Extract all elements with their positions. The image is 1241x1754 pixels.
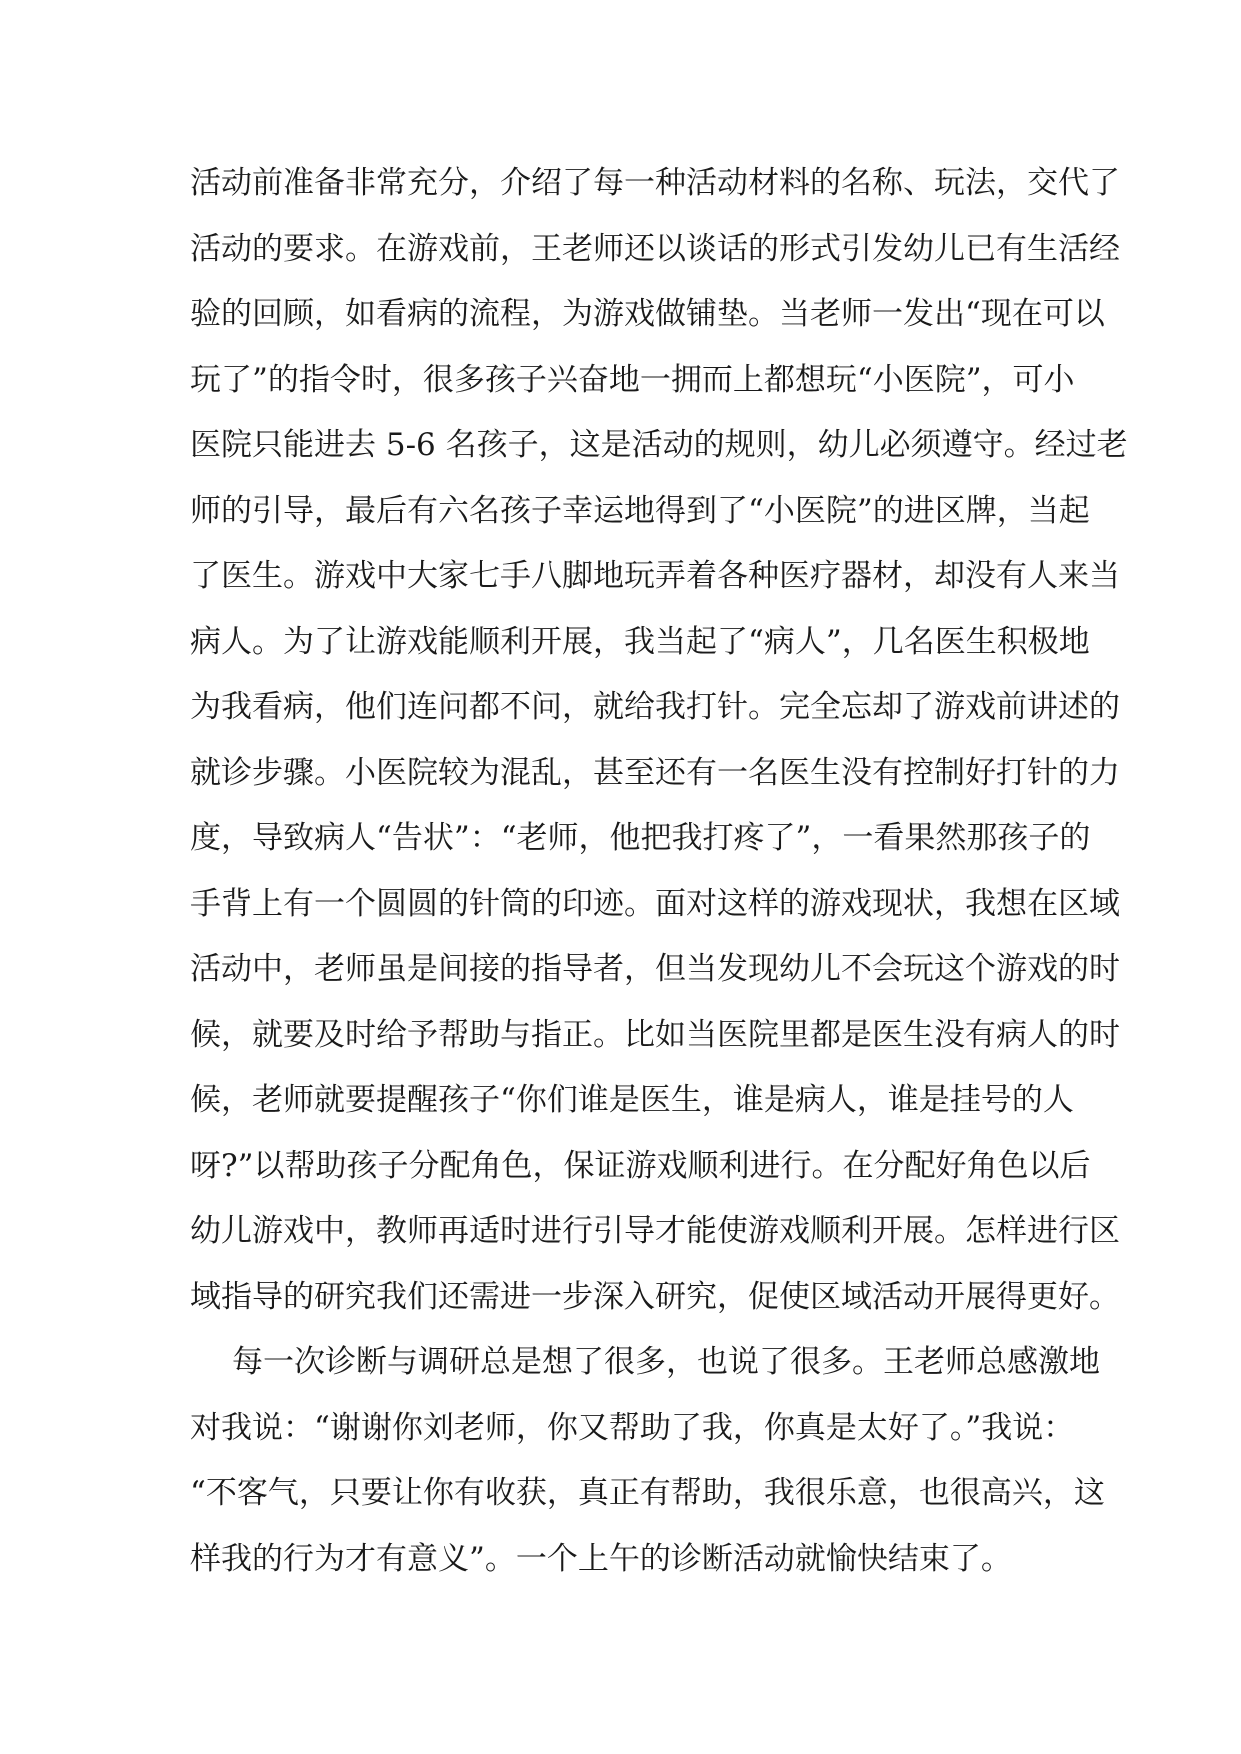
text-line: 域指导的研究我们还需进一步深入研究，促使区域活动开展得更好。 [190, 1278, 1120, 1315]
text-line: 师的引导，最后有六名孩子幸运地得到了“小医院”的进区牌，当起 [190, 492, 1090, 529]
text-line: 活动的要求。在游戏前，王老师还以谈话的形式引发幼儿已有生活经 [190, 230, 1120, 267]
text-line: 验的回顾，如看病的流程，为游戏做铺垫。当老师一发出“现在可以 [190, 296, 1105, 332]
paragraph-1 [190, 151, 1128, 1330]
text-line: 每一次诊断与调研总是想了很多，也说了很多。王老师总感激地 [232, 1344, 1100, 1380]
text-line: 幼儿游戏中，教师再适时进行引导才能使游戏顺利开展。怎样进行区 [190, 1213, 1120, 1249]
text-line: 了医生。游戏中大家七手八脚地玩弄着各种医疗器材，却没有人来当 [190, 558, 1120, 594]
text-line: 手背上有一个圆圆的针筒的印迹。面对这样的游戏现状，我想在区域 [190, 885, 1120, 922]
text-line: 候，就要及时给予帮助与指正。比如当医院里都是医生没有病人的时 [190, 1016, 1120, 1053]
text-line: 活动前准备非常充分，介绍了每一种活动材料的名称、玩法，交代了 [190, 165, 1120, 201]
text-line: 就诊步骤。小医院较为混乱，甚至还有一名医生没有控制好打针的力 [190, 754, 1120, 791]
document-body [190, 151, 1128, 1592]
text-line: 医院只能进去 5-6 名孩子，这是活动的规则，幼儿必须遵守。经过老 [190, 427, 1128, 463]
text-line: 样我的行为才有意义”。一个上午的诊断活动就愉快结束了。 [190, 1540, 1012, 1577]
text-line: 呀?”以帮助孩子分配角色，保证游戏顺利进行。在分配好角色以后 [190, 1147, 1091, 1184]
text-line: 为我看病，他们连问都不问，就给我打针。完全忘却了游戏前讲述的 [190, 689, 1120, 725]
text-line: 候，老师就要提醒孩子“你们谁是医生，谁是病人，谁是挂号的人 [190, 1082, 1074, 1118]
text-line: 度，导致病人“告状”：“老师，他把我打疼了”，一看果然那孩子的 [190, 820, 1091, 856]
text-line: 玩了”的指令时，很多孩子兴奋地一拥而上都想玩“小医院”，可小 [190, 361, 1075, 398]
paragraph-2 [190, 1330, 1105, 1592]
text-line: 对我说：“谢谢你刘老师，你又帮助了我，你真是太好了。”我说： [190, 1409, 1075, 1446]
text-line: “不客气，只要让你有收获，真正有帮助，我很乐意，也很高兴，这 [190, 1475, 1105, 1511]
text-line: 病人。为了让游戏能顺利开展，我当起了“病人”，几名医生积极地 [190, 623, 1090, 660]
text-line: 活动中，老师虽是间接的指导者，但当发现幼儿不会玩这个游戏的时 [190, 951, 1120, 987]
